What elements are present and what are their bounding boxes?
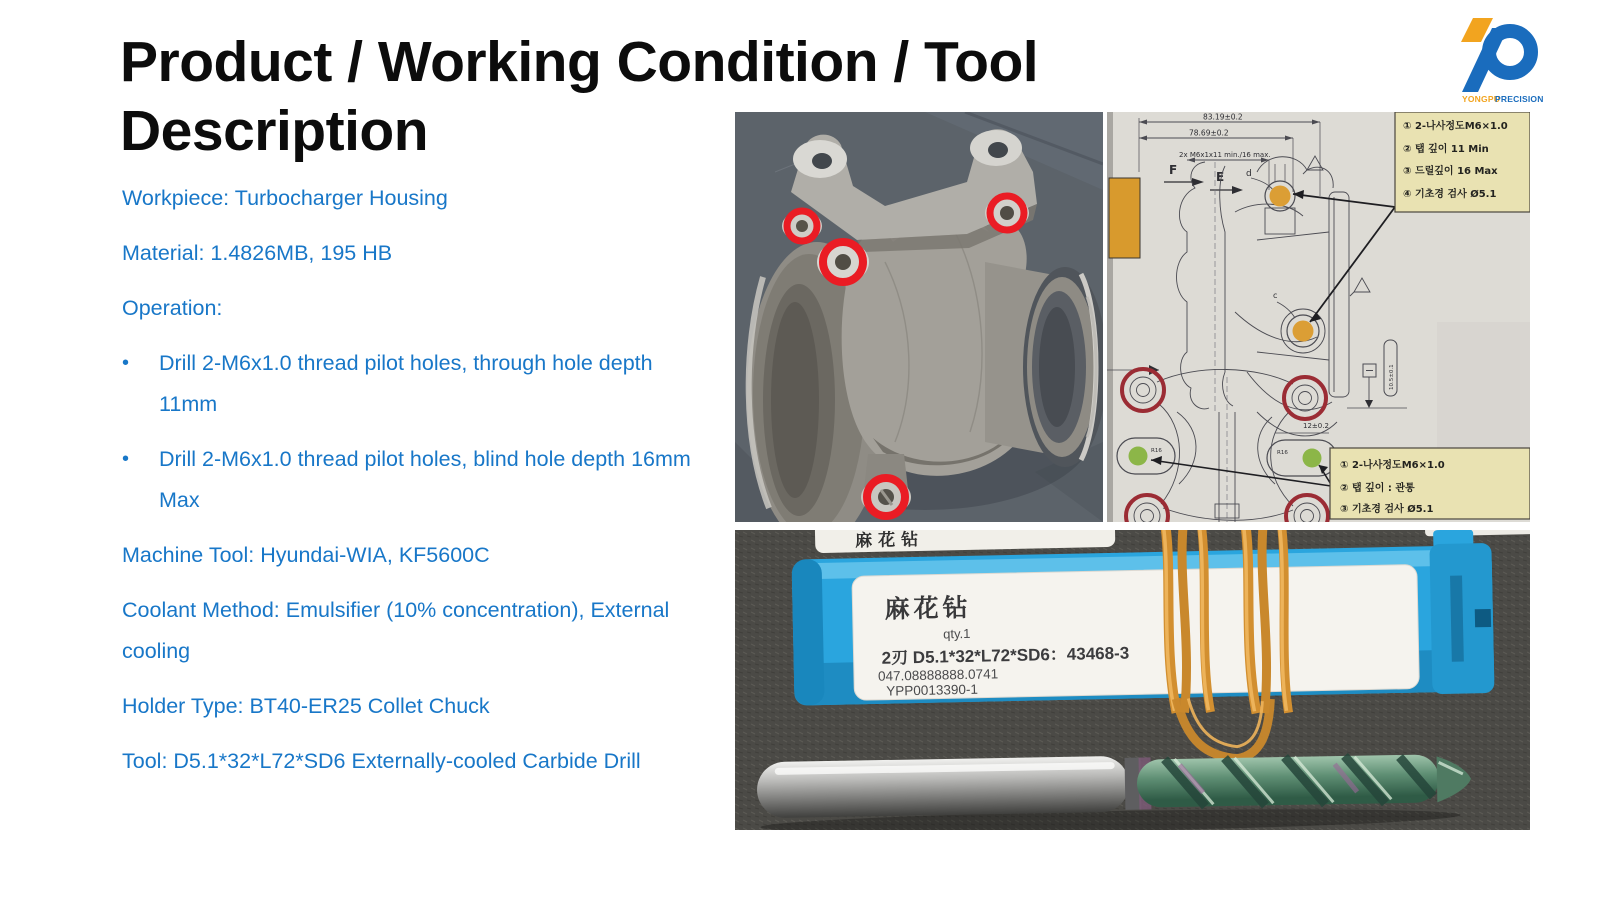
spec-coolant: Coolant Method: Emulsifier (10% concentration), External cooling bbox=[122, 598, 670, 663]
spec-operation-label: Operation: bbox=[122, 296, 223, 320]
spec-bullet-2-text: Drill 2-M6x1.0 thread pilot holes, blind hole depth 16mm Max bbox=[159, 447, 691, 512]
callout-box-top bbox=[1395, 112, 1530, 212]
page-title: Product / Working Condition / Tool Description bbox=[120, 30, 1039, 163]
dim-side: 10.5±0.1 bbox=[1389, 364, 1395, 390]
callout-box-bottom bbox=[1330, 448, 1530, 519]
spec-list bbox=[122, 178, 694, 796]
label-code1: 047.08888888.0741 bbox=[877, 666, 999, 684]
callout-top-line2: ② 탭 깊이 11 Min bbox=[1403, 144, 1489, 155]
logo-text-precision: PRECISION bbox=[1495, 94, 1544, 104]
spec-machine-tool: Machine Tool: Hyundai-WIA, KF5600C bbox=[122, 543, 490, 567]
spec-bullet-1 bbox=[122, 343, 694, 425]
label-qty: qty.1 bbox=[942, 625, 971, 642]
label-title: 麻花钻 bbox=[884, 593, 972, 624]
housing-outlet-flange bbox=[985, 262, 1103, 467]
tool-photo bbox=[735, 530, 1530, 830]
logo-yp-glyph bbox=[1461, 18, 1531, 92]
spec-material: Material: 1.4826MB, 195 HB bbox=[122, 241, 393, 265]
housing-photo-art bbox=[735, 112, 1103, 522]
dim-top1: 83.19±0.2 bbox=[1203, 112, 1243, 122]
dim-mid: 12±0.2 bbox=[1303, 422, 1329, 430]
radius-label-right: R16 bbox=[1277, 450, 1288, 456]
top-label-partial: 麻花钻 bbox=[854, 530, 925, 551]
hole-label-c: c bbox=[1273, 291, 1278, 300]
tube-label bbox=[852, 565, 1419, 701]
callout-top-line4: ④ 기초경 검사 Ø5.1 bbox=[1403, 189, 1497, 200]
logo-mark bbox=[1446, 14, 1552, 110]
spec-bullet-2 bbox=[122, 439, 694, 521]
orange-sticker bbox=[1109, 178, 1140, 258]
dim-top3: 2x M6x1x11 min./16 max. bbox=[1179, 151, 1271, 159]
spec-tool: Tool: D5.1*32*L72*SD6 Externally-cooled Carbide Drill bbox=[122, 749, 641, 773]
drawing-art bbox=[1107, 112, 1530, 522]
hole-label-d: d bbox=[1246, 169, 1252, 179]
tool-photo-art bbox=[735, 530, 1530, 830]
bullet-marker: • bbox=[122, 352, 130, 374]
label-spec: 2刃 D5.1*32*L72*SD6：43468-3 bbox=[881, 643, 1130, 668]
callout-bottom-line3: ③ 기초경 검사 Ø5.1 bbox=[1340, 504, 1434, 515]
radius-label-left: R16 bbox=[1151, 448, 1162, 454]
spec-holder: Holder Type: BT40-ER25 Collet Chuck bbox=[122, 694, 490, 718]
company-logo bbox=[1446, 14, 1552, 110]
spec-workpiece: Workpiece: Turbocharger Housing bbox=[122, 186, 448, 210]
dim-top2: 78.69±0.2 bbox=[1189, 128, 1229, 138]
callout-bottom-line2: ② 탭 깊이 : 관통 bbox=[1340, 483, 1415, 494]
spec-bullet-1-text: Drill 2-M6x1.0 thread pilot holes, through hole depth 11mm bbox=[159, 351, 653, 416]
drawing-photo bbox=[1107, 112, 1530, 522]
callout-top-line3: ③ 드릴깊이 16 Max bbox=[1403, 166, 1498, 177]
bullet-marker: • bbox=[122, 448, 130, 470]
label-code2: YPP0013390-1 bbox=[886, 681, 979, 699]
view-label-f: F bbox=[1169, 163, 1178, 177]
callout-top-line1: ① 2-나사정도M6×1.0 bbox=[1403, 121, 1508, 132]
view-label-e: E bbox=[1216, 170, 1225, 184]
drill-flutes bbox=[1137, 754, 1472, 808]
housing-photo bbox=[735, 112, 1103, 522]
callout-bottom-line1: ① 2-나사정도M6×1.0 bbox=[1340, 460, 1445, 471]
logo-text-yongpu: YONGPU bbox=[1462, 94, 1501, 104]
